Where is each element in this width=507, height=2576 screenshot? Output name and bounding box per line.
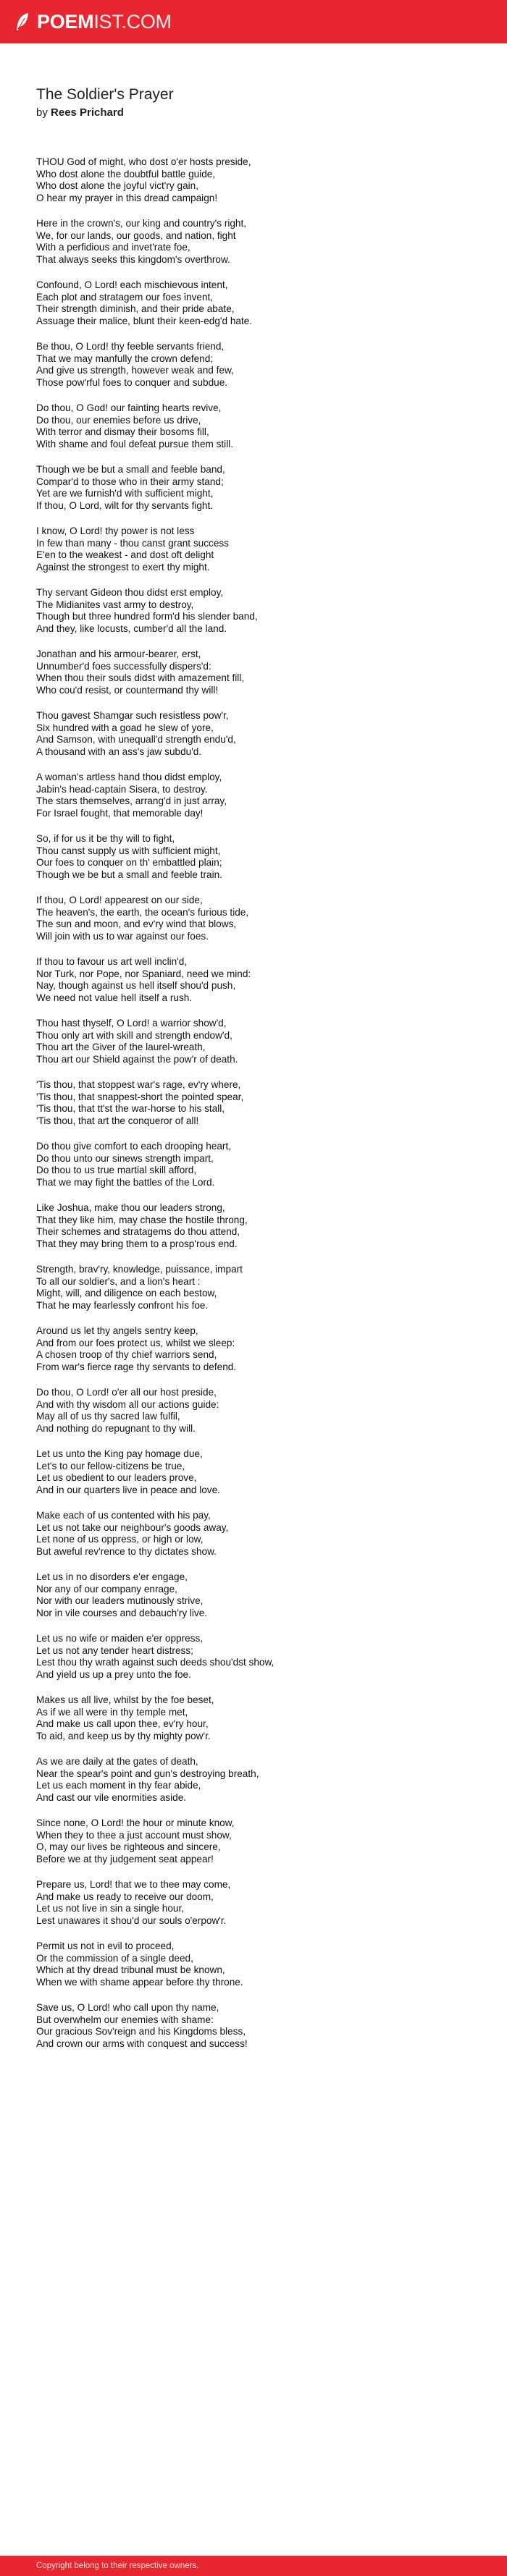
- poem-line: Nay, though against us hell itself shou'd push,: [36, 980, 236, 992]
- poem-line: Who dost alone the joyful vict'ry gain,: [36, 180, 198, 192]
- stanza: [36, 341, 471, 389]
- stanza: [36, 279, 471, 328]
- poem-line: When they to thee a just account must show,: [36, 1829, 232, 1841]
- poem-line: Thou hast thyself, O Lord! a warrior show'd,: [36, 1018, 227, 1029]
- stanza: [36, 649, 471, 697]
- poem-content: [36, 85, 471, 2064]
- poem-line: 'Tis thou, that stoppest war's rage, ev'ry where,: [36, 1079, 241, 1090]
- poem-line: Let's to our fellow-citizens be true,: [36, 1460, 185, 1471]
- poem-line: And nothing do repugnant to thy will.: [36, 1423, 196, 1435]
- poem-line: E'en to the weakest - and dost oft delight: [36, 549, 214, 561]
- poem-line: Each plot and stratagem our foes invent,: [36, 291, 214, 303]
- stanza: [36, 1202, 471, 1251]
- poem-line: Thou art the Giver of the laurel-wreath,: [36, 1042, 206, 1053]
- poem-line: Before we at thy judgement seat appear!: [36, 1854, 214, 1865]
- by-label: by: [36, 106, 48, 119]
- poem-line: And from our foes protect us, whilst we sleep:: [36, 1337, 235, 1348]
- poem-line: Save us, O Lord! who call upon thy name,: [36, 2002, 219, 2013]
- poem-line: Jabin's head-captain Sisera, to destroy.: [36, 783, 208, 795]
- poem-line: The Midianites vast army to destroy,: [36, 599, 194, 610]
- poem-line: The stars themselves, arrang'd in just array,: [36, 795, 227, 807]
- poem-line: And Samson, with unequall'd strength endu'd,: [36, 734, 236, 746]
- poem-line: Will join with us to war against our foes.: [36, 931, 209, 942]
- poem-line: So, if for us it be thy will to fight,: [36, 833, 175, 844]
- poem-line: Thou only art with skill and strength endow'd,: [36, 1029, 232, 1041]
- poem-line: When we with shame appear before thy throne.: [36, 1977, 243, 1988]
- poem-line: Nor any of our company enrage,: [36, 1583, 177, 1595]
- poem-line: Around us let thy angels sentry keep,: [36, 1325, 198, 1336]
- poem-line: Six hundred with a goad he slew of yore,: [36, 722, 214, 733]
- poem-title: The Soldier's Prayer: [36, 86, 174, 103]
- stanza: [36, 710, 471, 759]
- poem-line: Do thou, our enemies before us drive,: [36, 414, 201, 426]
- stanza: [36, 772, 471, 820]
- site-logo[interactable]: [14, 9, 172, 35]
- poem-line: Who dost alone the doubtful battle guide,: [36, 168, 216, 180]
- poem-line: Their schemes and stratagems do thou attend,: [36, 1226, 240, 1238]
- poem-line: With shame and foul defeat pursue them still.: [36, 439, 234, 450]
- poem-line: A chosen troop of thy chief warriors send,: [36, 1349, 217, 1361]
- poem-line: I know, O Lord! thy power is not less: [36, 525, 195, 536]
- poem-line: Let us in no disorders e'er engage,: [36, 1571, 188, 1582]
- poem-line: Lest unawares it shou'd our souls o'erpow'r.: [36, 1915, 227, 1927]
- poem-line: The heaven's, the earth, the ocean's furious tide,: [36, 906, 249, 918]
- poem-line: Against the strongest to exert thy might.: [36, 562, 210, 573]
- poem-line: Our foes to conquer on th' embattled plain;: [36, 857, 222, 869]
- stanza: [36, 1694, 471, 1743]
- site-header: [0, 0, 507, 43]
- author-link[interactable]: Rees Prichard: [51, 106, 124, 119]
- poem-line: Prepare us, Lord! that we to thee may come,: [36, 1879, 231, 1890]
- poem-line: Let us not live in sin a single hour,: [36, 1903, 185, 1914]
- poem-line: From war's fierce rage thy servants to defend.: [36, 1361, 237, 1373]
- stanza: [36, 1941, 471, 1989]
- logo-light-text: IST.COM: [93, 11, 172, 33]
- stanza: [36, 2002, 471, 2051]
- poem-line: Let none of us oppress, or high or low,: [36, 1534, 204, 1545]
- poem-line: Do thou, O Lord! o'er all our host preside,: [36, 1387, 217, 1398]
- poem-line: Let us not take our neighbour's goods away,: [36, 1521, 229, 1533]
- stanza: [36, 402, 471, 451]
- poem-line: If thou, O Lord! appearest on our side,: [36, 895, 203, 905]
- poem-line: Let us unto the King pay homage due,: [36, 1448, 203, 1459]
- stanza: [36, 1633, 471, 1681]
- poem-line: 'Tis thou, that snappest-short the pointed spear,: [36, 1091, 244, 1102]
- poem-line: And make us ready to receive our doom,: [36, 1891, 214, 1902]
- poem-byline: [36, 106, 471, 120]
- stanza: [36, 833, 471, 882]
- poem-line: For Israel fought, that memorable day!: [36, 808, 204, 819]
- poem-line: And yield us up a prey unto the foe.: [36, 1669, 191, 1681]
- logo-bold-text: POEM: [37, 11, 94, 33]
- poem-line: O, may our lives be righteous and sincere,: [36, 1841, 221, 1853]
- poem-line: May all of us thy sacred law fulfil,: [36, 1411, 180, 1422]
- stanza: [36, 1018, 471, 1066]
- feather-icon: [14, 12, 31, 32]
- poem-line: When thou their souls didst with amazement fill,: [36, 672, 245, 684]
- stanza: [36, 956, 471, 1005]
- poem-line: Our gracious Sov'reign and his Kingdoms bless,: [36, 2026, 246, 2037]
- poem-line: We, for our lands, our goods, and nation, fight: [36, 229, 236, 241]
- poem-line: Since none, O Lord! the hour or minute know,: [36, 1817, 235, 1828]
- stanza: [36, 1448, 471, 1497]
- poem-line: Unnumber'd foes successfully dispers'd:: [36, 660, 211, 672]
- poem-line: Permit us not in evil to proceed,: [36, 1941, 175, 1951]
- poem-line: Compar'd to those who in their army stand;: [36, 476, 224, 487]
- poem-line: Though we be but a small and feeble band,: [36, 464, 225, 475]
- poem-line: Nor Turk, nor Pope, nor Spaniard, need we mind:: [36, 968, 251, 979]
- poem-line: Be thou, O Lord! thy feeble servants friend,: [36, 341, 225, 352]
- poem-line: 'Tis thou, that art the conqueror of all!: [36, 1115, 199, 1127]
- stanza: [36, 525, 471, 574]
- poem-line: If thou to favour us art well inclin'd,: [36, 956, 188, 967]
- poem-line: In few than many - thou canst grant success: [36, 537, 229, 549]
- poem-line: Makes us all live, whilst by the foe beset,: [36, 1694, 214, 1705]
- poem-line: Let us obedient to our leaders prove,: [36, 1472, 197, 1484]
- poem-line: A woman's artless hand thou didst employ,: [36, 772, 222, 782]
- poem-line: Nor in vile courses and debauch'ry live.: [36, 1608, 208, 1619]
- poem-line: Near the spear's point and gun's destroying breath,: [36, 1768, 259, 1779]
- poem-line: Nor with our leaders mutinously strive,: [36, 1595, 204, 1607]
- stanza: [36, 1264, 471, 1312]
- poem-line: And they, like locusts, cumber'd all the land.: [36, 623, 227, 635]
- poem-line: Here in the crown's, our king and country's right,: [36, 218, 247, 229]
- poem-line: 'Tis thou, that tt'st the war-horse to his stall,: [36, 1103, 225, 1115]
- poem-line: THOU God of might, who dost o'er hosts preside,: [36, 156, 251, 167]
- stanza: [36, 1756, 471, 1804]
- poem-line: That we may manfully the crown defend;: [36, 352, 214, 364]
- poem-line: We need not value hell itself a rush.: [36, 992, 193, 1004]
- poem-line: Though but three hundred form'd his slender band,: [36, 611, 258, 622]
- poem-line: That they like him, may chase the hostile throng,: [36, 1214, 248, 1225]
- poem-line: Though we be but a small and feeble train.: [36, 869, 222, 881]
- poem-line: With a perfidious and invet'rate foe,: [36, 242, 190, 253]
- poem-line: Thou canst supply us with sufficient might,: [36, 845, 221, 856]
- logo-text: [37, 9, 172, 35]
- poem-line: And cast our vile enormities aside.: [36, 1792, 187, 1804]
- poem-line: But aweful rev'rence to thy dictates show.: [36, 1546, 217, 1558]
- poem-line: And give us strength, however weak and few,: [36, 365, 234, 376]
- poem-line: Confound, O Lord! each mischievous intent,: [36, 279, 228, 290]
- poem-line: Do thou to us true martial skill afford,: [36, 1165, 197, 1176]
- poem-line: Lest thou thy wrath against such deeds shou'dst show,: [36, 1657, 275, 1668]
- poem-line: Their strength diminish, and their pride abate,: [36, 303, 235, 315]
- poem-line: And in our quarters live in peace and love.: [36, 1485, 220, 1496]
- poem-line: If thou, O Lord, wilt for thy servants fight.: [36, 500, 214, 512]
- stanza: [36, 1079, 471, 1128]
- poem-line: Like Joshua, make thou our leaders strong,: [36, 1202, 225, 1213]
- stanza: [36, 895, 471, 943]
- poem-line: That we may fight the battles of the Lord.: [36, 1177, 215, 1188]
- poem-line: Or the commission of a single deed,: [36, 1952, 193, 1964]
- poem-line: Assuage their malice, blunt their keen-edg'd hate.: [36, 316, 253, 327]
- poem-line: The sun and moon, and ev'ry wind that blows,: [36, 919, 237, 930]
- poem-line: To aid, and keep us by thy mighty pow'r.: [36, 1731, 211, 1742]
- poem-line: That he may fearlessly confront his foe.: [36, 1300, 209, 1312]
- poem-line: And make us call upon thee, ev'ry hour,: [36, 1718, 209, 1730]
- poem-line: Make each of us contented with his pay,: [36, 1510, 211, 1521]
- stanza: [36, 464, 471, 512]
- poem-line: Do thou unto our sinews strength impart,: [36, 1152, 214, 1164]
- stanza: [36, 1817, 471, 1866]
- poem-line: Do thou, O God! our fainting hearts revive,: [36, 402, 222, 413]
- poem-line: Let us not any tender heart distress;: [36, 1644, 193, 1656]
- poem-line: Jonathan and his armour-bearer, erst,: [36, 649, 201, 659]
- poem-line: And with thy wisdom all our actions guide:: [36, 1398, 219, 1410]
- poem-line: That always seeks this kingdom's overthrow.: [36, 254, 230, 266]
- stanza: [36, 587, 471, 635]
- poem-line: Thy servant Gideon thou didst erst employ,: [36, 587, 224, 598]
- poem-body: [36, 156, 471, 2051]
- poem-line: Strength, brav'ry, knowledge, puissance, impart: [36, 1264, 243, 1275]
- stanza: [36, 1325, 471, 1374]
- poem-line: That they may bring them to a prosp'rous end.: [36, 1238, 238, 1250]
- footer-copyright: Copyright belong to their respective owners.: [36, 2562, 199, 2570]
- poem-line: With terror and dismay their bosoms fill,: [36, 426, 209, 438]
- poem-line: But overwhelm our enemies with shame:: [36, 2014, 214, 2025]
- poem-line: Which at thy dread tribunal must be known,: [36, 1964, 225, 1976]
- poem-line: O hear my prayer in this dread campaign!: [36, 193, 218, 204]
- poem-line: Do thou give comfort to each drooping heart,: [36, 1141, 232, 1152]
- poem-line: A thousand with an ass's jaw subdu'd.: [36, 746, 202, 758]
- stanza: [36, 218, 471, 266]
- poem-line: As if we all were in thy temple met,: [36, 1706, 188, 1718]
- stanza: [36, 1387, 471, 1435]
- poem-line: Let us each moment in thy fear abide,: [36, 1780, 201, 1791]
- stanza: [36, 156, 471, 205]
- poem-line: As we are daily at the gates of death,: [36, 1756, 198, 1767]
- stanza: [36, 1571, 471, 1620]
- poem-line: Yet are we furnish'd with sufficient might,: [36, 488, 214, 499]
- stanza: [36, 1510, 471, 1558]
- poem-line: Let us no wife or maiden e'er oppress,: [36, 1633, 204, 1644]
- poem-line: Those pow'rful foes to conquer and subdue.: [36, 377, 228, 389]
- site-footer: [0, 2556, 507, 2576]
- poem-line: Thou art our Shield against the pow'r of death.: [36, 1054, 238, 1065]
- poem-line: Thou gavest Shamgar such resistless pow'r,: [36, 710, 229, 721]
- poem-line: And crown our arms with conquest and success!: [36, 2038, 248, 2050]
- poem-line: Might, will, and diligence on each bestow,: [36, 1288, 217, 1299]
- stanza: [36, 1141, 471, 1189]
- stanza: [36, 1879, 471, 1927]
- poem-line: To all our soldier's, and a lion's heart :: [36, 1275, 201, 1287]
- poem-line: Who cou'd resist, or countermand thy will!: [36, 685, 219, 696]
